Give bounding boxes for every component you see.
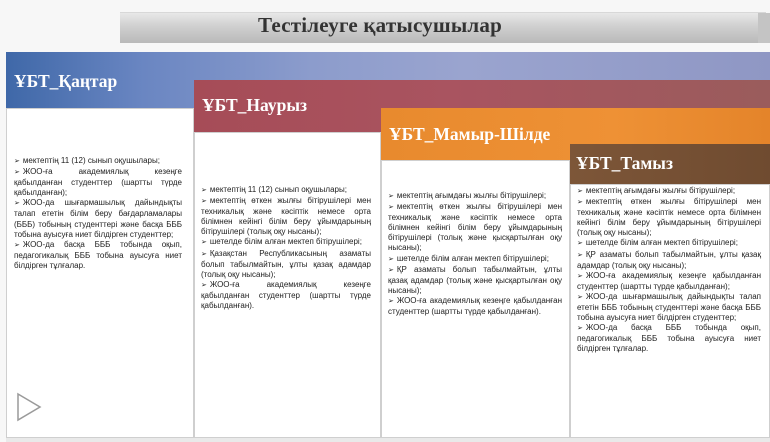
list-item <box>577 250 761 271</box>
arrow-bullet-icon: ➢ <box>201 250 207 258</box>
bottom-shadow <box>6 438 770 442</box>
arrow-bullet-icon: ➢ <box>577 199 583 207</box>
list-item <box>577 271 761 292</box>
list-item <box>14 156 182 167</box>
column-heading-nauryz: ҰБТ_Наурыз <box>194 80 770 132</box>
list-item <box>577 323 761 354</box>
list-item <box>201 196 371 237</box>
arrow-bullet-icon: ➢ <box>388 255 394 263</box>
list-item-text: Қазақстан Республикасының азаматы болып табылмайтын, ұлты қазақ адамдар (толық оқу нысаны); <box>201 248 371 279</box>
list-item <box>201 249 371 280</box>
list-item <box>14 167 182 198</box>
list-item <box>577 238 761 249</box>
list-item-text: ЖОО-ға академиялық кезеңге қабылданған студенттер (шартты түрде қабылданған). <box>201 279 371 311</box>
list-item-text: ЖОО-ға академиялық кезеңге қабылданған студенттер (шартты түрде қабылданған). <box>388 295 562 317</box>
list-item <box>388 254 562 265</box>
list-item-text: ЖОО-да басқа БББ тобында оқып, педагогикалық БББ тобына ауысуға ниет білдірген тұлғалар. <box>577 323 761 354</box>
arrow-bullet-icon: ➢ <box>577 251 583 259</box>
column-body-mamyr-shilde <box>381 160 570 438</box>
list-item <box>577 292 761 323</box>
arrow-bullet-icon: ➢ <box>201 281 207 289</box>
arrow-bullet-icon: ➢ <box>14 169 20 177</box>
list-item-text: ЖОО-да шығармашылық дайындықты талап ететін БББ тобының студенттері және басқа БББ тобына ауысуға ниет білдірген студенттер; <box>577 291 761 323</box>
arrow-bullet-icon: ➢ <box>577 325 583 333</box>
list-item-text: мектептің 11 (12) сынып оқушылары; <box>22 156 160 165</box>
list-item-text: мектептің ағымдағы жылғы бітірушілері; <box>396 191 547 200</box>
list-item <box>388 191 562 202</box>
column-heading-tamyz: ҰБТ_Тамыз <box>570 144 770 184</box>
slide-title: Тестілеуге қатысушылар <box>258 13 502 37</box>
list-item-text: ЖОО-ға академиялық кезеңге қабылданған студенттер (шартты түрде қабылданған); <box>577 270 761 291</box>
arrow-bullet-icon: ➢ <box>14 158 20 165</box>
list-item <box>201 280 371 311</box>
list-item-text: мектептің ағымдағы жылғы бітірушілері; <box>585 186 736 195</box>
list-item-text: ЖОО-ға академиялық кезеңге қабылданған студенттер (шартты түрде қабылданған); <box>14 167 182 198</box>
list-item <box>201 237 371 248</box>
list-item-text: мектептің өткен жылғы бітірушілері мен техникалық және кәсіптік немесе орта білімнен кейінгі білім беру ұйымдарының бітірушілері (толық және қысқартылған оқу нысаны); <box>388 202 562 253</box>
arrow-bullet-icon: ➢ <box>577 293 583 301</box>
list-item <box>201 185 371 196</box>
item-list-tamyz <box>577 186 761 355</box>
list-item-text: ҚР азаматы болып табылмайтын, ұлты қазақ адамдар (толық оқу нысаны); <box>577 249 761 270</box>
list-item-text: мектептің 11 (12) сынып оқушылары; <box>209 185 347 194</box>
arrow-bullet-icon: ➢ <box>388 266 394 274</box>
column-body-nauryz <box>194 132 381 438</box>
column-body-tamyz <box>570 184 770 438</box>
arrow-bullet-icon: ➢ <box>14 241 20 249</box>
arrow-bullet-icon: ➢ <box>577 188 583 195</box>
arrow-bullet-icon: ➢ <box>201 187 207 194</box>
column-heading-mamyr-shilde: ҰБТ_Мамыр-Шілде <box>381 108 770 160</box>
item-list-mamyr-shilde <box>388 191 562 317</box>
list-item-text: ҚР азаматы болып табылмайтын, ұлты қазақ адамдар (толық және қысқартылған оқу нысаны); <box>388 264 562 295</box>
column-heading-kantar: ҰБТ_Қаңтар <box>6 52 770 108</box>
arrow-bullet-icon: ➢ <box>201 198 207 206</box>
list-item <box>577 186 761 197</box>
list-item-text: шетелде білім алған мектеп бітірушілері; <box>396 253 549 263</box>
item-list-kantar <box>14 156 182 271</box>
list-item <box>14 240 182 271</box>
list-item-text: мектептің өткен жылғы бітірушілері мен техникалық және кәсіптік немесе орта білімнен кейінгі білім беру ұйымдарының бітірушілері (толық оқу нысаны); <box>577 197 761 238</box>
arrow-bullet-icon: ➢ <box>577 272 583 280</box>
list-item-text: шетелде білім алған мектеп бітірушілері; <box>585 238 738 248</box>
arrow-bullet-icon: ➢ <box>388 297 394 305</box>
arrow-bullet-icon: ➢ <box>388 204 394 212</box>
list-item <box>388 202 562 253</box>
item-list-nauryz <box>201 185 371 311</box>
arrow-bullet-icon: ➢ <box>577 240 583 248</box>
list-item-text: шетелде білім алған мектеп бітірушілері; <box>209 237 362 247</box>
play-icon[interactable] <box>14 392 42 422</box>
arrow-bullet-icon: ➢ <box>14 200 20 208</box>
column-body-kantar <box>6 108 194 438</box>
arrow-bullet-icon: ➢ <box>388 193 394 200</box>
list-item-text: ЖОО-да басқа БББ тобында оқып, педагогикалық БББ тобына ауысуға ниет білдірген тұлғалар. <box>14 239 182 270</box>
banner-tail <box>758 13 770 43</box>
list-item <box>388 296 562 317</box>
list-item <box>14 198 182 239</box>
list-item <box>388 265 562 296</box>
arrow-bullet-icon: ➢ <box>201 239 207 247</box>
list-item <box>577 197 761 238</box>
list-item-text: ЖОО-да шығармашылық дайындықты талап ететін білім беру бағдарламалары (БББ) тобының студенттері және басқа БББ тобына ауысуға ниет білдірген студенттер; <box>14 198 182 239</box>
list-item-text: мектептің өткен жылғы бітірушілері мен техникалық және кәсіптік немесе орта білімнен кейінгі білім беру ұйымдарының бітірушілері (толық оқу нысаны); <box>201 196 371 237</box>
